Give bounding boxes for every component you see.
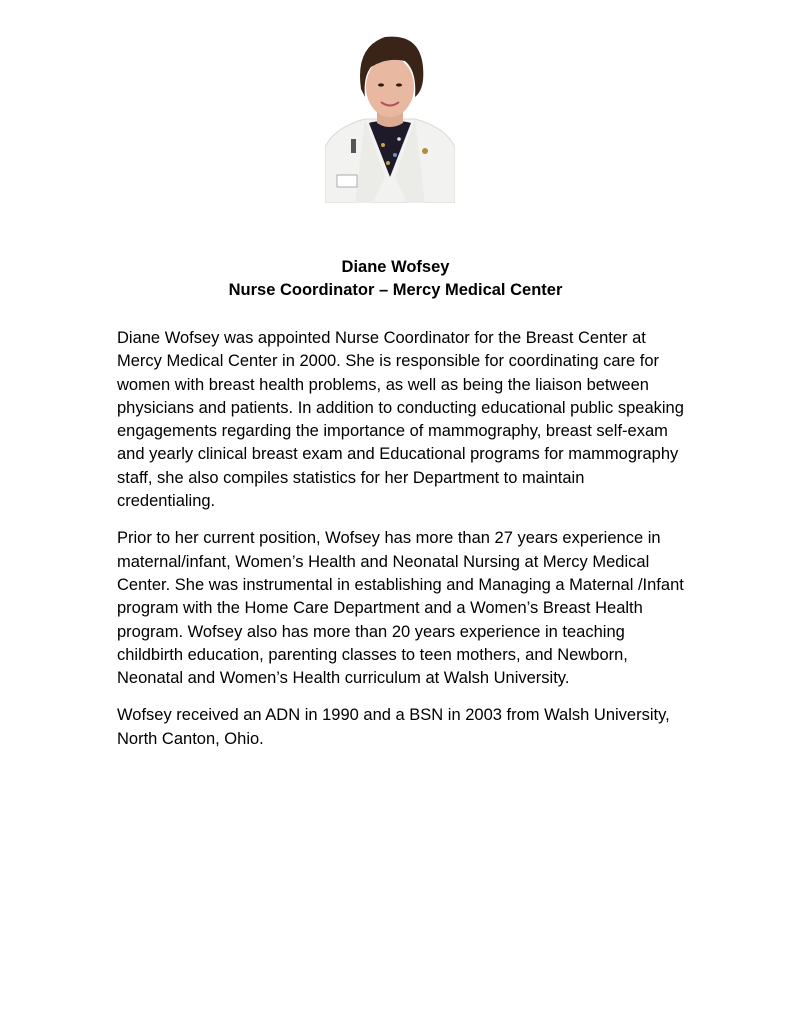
bio-heading: [0, 256, 791, 302]
bio-body: [117, 327, 687, 765]
portrait-photo: [325, 27, 455, 203]
bio-paragraph: Prior to her current position, Wofsey has more than 27 years experience in maternal/infant, Women’s Health and Neonatal Nursing at Mercy Medical Center. She was instrumental in establishing and Managing a Maternal /Infant program with the Home Care Department and a Women’s Breast Health program. Wofsey also has more than 20 years experience in teaching childbirth education, parenting classes to teen mothers, and Newborn, Neonatal and Women’s Health curriculum at Walsh University.: [117, 529, 684, 688]
bio-paragraph: Wofsey received an ADN in 1990 and a BSN in 2003 from Walsh University, North Canton, Ohio.: [117, 706, 670, 748]
person-name: Diane Wofsey: [341, 258, 450, 276]
bio-paragraph: Diane Wofsey was appointed Nurse Coordinator for the Breast Center at Mercy Medical Center in 2000. She is responsible for coordinating care for women with breast health problems, as well as being the liaison between physicians and patients. In addition to conducting educational public speaking engagements regarding the importance of mammography, breast self-exam and yearly clinical breast exam and Educational programs for mammography staff, she also compiles statistics for her Department to maintain credentialing.: [117, 329, 684, 511]
person-title: Nurse Coordinator – Mercy Medical Center: [228, 281, 563, 299]
